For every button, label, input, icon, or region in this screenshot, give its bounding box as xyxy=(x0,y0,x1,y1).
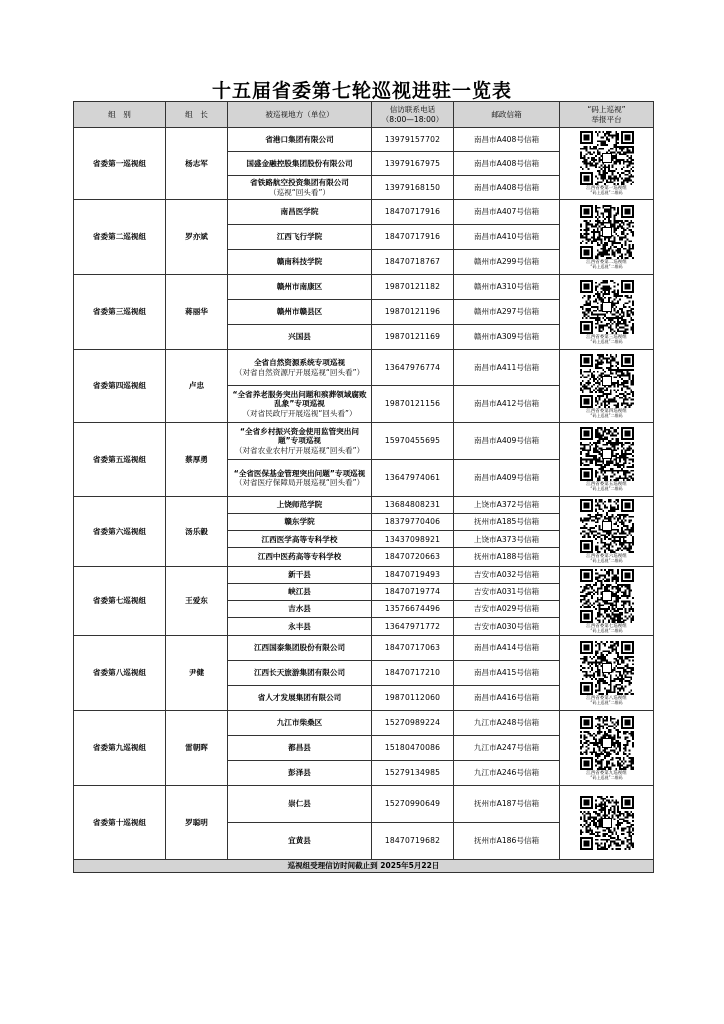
qr-code-icon[interactable] xyxy=(578,354,636,408)
header-group: 组 别 xyxy=(74,102,166,128)
qr-code-icon[interactable] xyxy=(578,499,636,553)
unit-name: “全省医保基金管理突出问题”专项巡视 xyxy=(233,468,366,478)
table-row xyxy=(74,275,654,300)
unit-name: 峡江县 xyxy=(288,586,311,596)
table-row xyxy=(74,636,654,661)
mailbox: 南昌市A411号信箱 xyxy=(454,350,560,386)
group-name: 省委第九巡视组 xyxy=(74,711,166,786)
mailbox: 吉安市A030号信箱 xyxy=(454,617,560,635)
contact-phone: 15970455695 xyxy=(372,423,454,460)
qr-code-icon[interactable] xyxy=(578,205,636,259)
unit-name: 省铁路航空投资集团有限公司 xyxy=(250,178,349,188)
qr-caption: 江西省委第二巡视组 xyxy=(586,259,627,265)
qr-code-icon[interactable] xyxy=(578,796,636,850)
qr-caption-sub: “码上巡视”二维码 xyxy=(590,700,623,706)
unit-note: （巡视“回头看”） xyxy=(268,187,331,197)
footer-note: 巡视组受理信访时间截止到 2025年5月22日 xyxy=(74,860,654,873)
inspected-unit xyxy=(228,497,372,514)
group-name: 省委第四巡视组 xyxy=(74,350,166,423)
qr-code-cell[interactable] xyxy=(560,200,654,275)
contact-phone: 13979157702 xyxy=(372,128,454,152)
unit-name: 江西飞行学院 xyxy=(276,232,323,242)
inspected-unit xyxy=(228,514,372,531)
unit-note: （对省自然资源厅开展巡视“回头看”） xyxy=(234,367,365,377)
qr-caption: 江西省委第四巡视组 xyxy=(586,408,627,414)
mailbox: 抚州市A186号信箱 xyxy=(454,823,560,860)
inspected-unit xyxy=(228,600,372,617)
mailbox: 上饶市A373号信箱 xyxy=(454,531,560,548)
qr-caption-sub: “码上巡视”二维码 xyxy=(590,338,623,344)
inspected-unit xyxy=(228,325,372,350)
unit-name: “全省乡村振兴资金使用监管突出问题”专项巡视 xyxy=(240,426,359,446)
unit-name: 江西长天旅游集团有限公司 xyxy=(253,668,346,678)
inspected-unit xyxy=(228,250,372,275)
unit-name: 兴国县 xyxy=(288,332,311,342)
inspected-unit xyxy=(228,531,372,548)
mailbox: 南昌市A408号信箱 xyxy=(454,152,560,176)
unit-name: 全省自然资源系统专项巡视 xyxy=(253,358,346,368)
contact-phone: 18470720663 xyxy=(372,548,454,566)
inspected-unit xyxy=(228,786,372,823)
contact-phone: 15180470086 xyxy=(372,736,454,761)
unit-name: 宜黄县 xyxy=(288,836,311,846)
unit-note: （对省民政厅开展巡视“回头看”） xyxy=(242,408,357,418)
group-leader: 王爱东 xyxy=(166,566,228,636)
inspected-unit xyxy=(228,566,372,583)
mailbox: 九江市A247号信箱 xyxy=(454,736,560,761)
unit-name: 彭泽县 xyxy=(288,768,311,778)
group-name: 省委第五巡视组 xyxy=(74,423,166,497)
inspected-unit xyxy=(228,617,372,635)
group-name: 省委第十巡视组 xyxy=(74,786,166,860)
contact-phone: 19870121156 xyxy=(372,386,454,423)
contact-phone: 15270990649 xyxy=(372,786,454,823)
group-leader: 尹健 xyxy=(166,636,228,711)
mailbox: 南昌市A407号信箱 xyxy=(454,200,560,225)
table-row xyxy=(74,200,654,225)
unit-name: 吉水县 xyxy=(288,604,311,614)
qr-code-icon[interactable] xyxy=(578,280,636,334)
qr-caption: 江西省委第七巡视组 xyxy=(586,623,627,629)
unit-name: 赣南科技学院 xyxy=(276,257,323,267)
unit-name: 新干县 xyxy=(288,569,311,579)
qr-caption: 江西省委第五巡视组 xyxy=(586,482,627,488)
unit-note: （对省医疗保障局开展巡视“回头看”） xyxy=(234,478,365,487)
header-unit: 被巡视地方（单位） xyxy=(228,102,372,128)
table-row xyxy=(74,786,654,823)
header-qr: “码上巡视” 举报平台 xyxy=(560,102,654,128)
contact-phone: 13979167975 xyxy=(372,152,454,176)
inspected-unit xyxy=(228,200,372,225)
mailbox: 九江市A246号信箱 xyxy=(454,761,560,786)
contact-phone: 13576674496 xyxy=(372,600,454,617)
group-name: 省委第八巡视组 xyxy=(74,636,166,711)
inspected-unit xyxy=(228,225,372,250)
inspected-unit xyxy=(228,128,372,152)
contact-phone: 19870121169 xyxy=(372,325,454,350)
qr-code-cell[interactable] xyxy=(560,275,654,350)
group-leader: 蒋丽华 xyxy=(166,275,228,350)
group-name: 省委第二巡视组 xyxy=(74,200,166,275)
inspected-unit xyxy=(228,736,372,761)
table-row xyxy=(74,711,654,736)
qr-caption-sub: “码上巡视”二维码 xyxy=(590,558,623,564)
mailbox: 赣州市A309号信箱 xyxy=(454,325,560,350)
contact-phone: 18470717916 xyxy=(372,200,454,225)
qr-code-icon[interactable] xyxy=(578,716,636,770)
mailbox: 南昌市A414号信箱 xyxy=(454,636,560,661)
mailbox: 九江市A248号信箱 xyxy=(454,711,560,736)
mailbox: 吉安市A029号信箱 xyxy=(454,600,560,617)
qr-code-cell[interactable] xyxy=(560,711,654,786)
unit-name: 江西中医药高等专科学校 xyxy=(257,552,342,562)
unit-name: 赣州市南康区 xyxy=(276,282,323,292)
qr-code-cell[interactable] xyxy=(560,128,654,200)
contact-phone: 18470718767 xyxy=(372,250,454,275)
mailbox: 南昌市A408号信箱 xyxy=(454,128,560,152)
qr-code-icon[interactable] xyxy=(578,569,636,623)
qr-code-icon[interactable] xyxy=(578,427,636,481)
inspected-unit xyxy=(228,152,372,176)
inspected-unit xyxy=(228,350,372,386)
qr-code-cell[interactable] xyxy=(560,566,654,636)
qr-caption-sub: “码上巡视”二维码 xyxy=(590,486,623,492)
qr-caption: 江西省委第一巡视组 xyxy=(586,186,627,192)
contact-phone: 13437098921 xyxy=(372,531,454,548)
unit-name: 赣州市赣县区 xyxy=(276,307,323,317)
inspected-unit xyxy=(228,636,372,661)
group-leader: 蔡厚勇 xyxy=(166,423,228,497)
unit-name: 赣东学院 xyxy=(284,517,315,527)
header-phone: 信访联系电话 （8:00—18:00） xyxy=(372,102,454,128)
mailbox: 上饶市A372号信箱 xyxy=(454,497,560,514)
contact-phone: 13647976774 xyxy=(372,350,454,386)
contact-phone: 18470717916 xyxy=(372,225,454,250)
unit-name: 江西医学高等专科学校 xyxy=(261,534,338,544)
unit-name: 南昌医学院 xyxy=(280,207,319,217)
mailbox: 南昌市A412号信箱 xyxy=(454,386,560,423)
contact-phone: 13647974061 xyxy=(372,460,454,497)
qr-code-cell[interactable] xyxy=(560,423,654,497)
unit-note: （对省农业农村厅开展巡视“回头看”） xyxy=(234,445,365,455)
group-name: 省委第七巡视组 xyxy=(74,566,166,636)
page-title: 十五届省委第七轮巡视进驻一览表 xyxy=(211,80,512,102)
group-name: 省委第三巡视组 xyxy=(74,275,166,350)
inspected-unit xyxy=(228,761,372,786)
header-leader: 组 长 xyxy=(166,102,228,128)
contact-phone: 19870121182 xyxy=(372,275,454,300)
unit-name: 省港口集团有限公司 xyxy=(265,134,334,144)
contact-phone: 19870112060 xyxy=(372,686,454,711)
qr-caption: 江西省委第六巡视组 xyxy=(586,554,627,559)
mailbox: 南昌市A408号信箱 xyxy=(454,176,560,200)
contact-phone: 13979168150 xyxy=(372,176,454,200)
group-leader: 杨志军 xyxy=(166,128,228,200)
qr-caption-sub: “码上巡视”二维码 xyxy=(590,627,623,633)
group-name: 省委第一巡视组 xyxy=(74,128,166,200)
inspection-table xyxy=(73,101,654,873)
table-row xyxy=(74,423,654,460)
mailbox: 赣州市A310号信箱 xyxy=(454,275,560,300)
unit-name: 国盛金融控股集团股份有限公司 xyxy=(246,158,353,168)
mailbox: 南昌市A416号信箱 xyxy=(454,686,560,711)
contact-phone: 13647971772 xyxy=(372,617,454,635)
mailbox: 吉安市A032号信箱 xyxy=(454,566,560,583)
contact-phone: 18470719774 xyxy=(372,583,454,600)
contact-phone: 18470719682 xyxy=(372,823,454,860)
inspected-unit xyxy=(228,460,372,497)
unit-name: 九江市柴桑区 xyxy=(276,718,323,728)
table-row xyxy=(74,566,654,583)
unit-name: 都昌县 xyxy=(288,743,311,753)
unit-name: 崇仁县 xyxy=(288,799,311,809)
contact-phone: 15270989224 xyxy=(372,711,454,736)
header-row xyxy=(74,102,654,128)
inspected-unit xyxy=(228,823,372,860)
qr-caption: 江西省委第八巡视组 xyxy=(586,695,627,701)
contact-phone: 19870121196 xyxy=(372,300,454,325)
qr-code-cell[interactable] xyxy=(560,786,654,860)
mailbox: 抚州市A188号信箱 xyxy=(454,548,560,566)
inspected-unit xyxy=(228,386,372,423)
qr-code-cell[interactable] xyxy=(560,350,654,423)
qr-caption-sub: “码上巡视”二维码 xyxy=(590,412,623,418)
inspected-unit xyxy=(228,661,372,686)
contact-phone: 18470717210 xyxy=(372,661,454,686)
unit-name: “全省养老服务突出问题和殡葬领域腐败乱象”专项巡视 xyxy=(232,389,367,409)
mailbox: 南昌市A410号信箱 xyxy=(454,225,560,250)
group-leader: 汤乐毅 xyxy=(166,497,228,567)
table-row xyxy=(74,497,654,514)
inspected-unit xyxy=(228,423,372,460)
qr-code-icon[interactable] xyxy=(578,641,636,695)
table-row xyxy=(74,350,654,386)
mailbox: 吉安市A031号信箱 xyxy=(454,583,560,600)
mailbox: 南昌市A415号信箱 xyxy=(454,661,560,686)
qr-caption: 江西省委第三巡视组 xyxy=(586,334,627,340)
mailbox: 南昌市A409号信箱 xyxy=(454,460,560,497)
qr-caption-sub: “码上巡视”二维码 xyxy=(590,775,623,781)
header-mail: 邮政信箱 xyxy=(454,102,560,128)
footer-row xyxy=(74,860,654,873)
qr-caption-sub: “码上巡视”二维码 xyxy=(590,190,623,196)
qr-caption-sub: “码上巡视”二维码 xyxy=(590,263,623,269)
unit-name: 上饶师范学院 xyxy=(276,500,323,510)
group-name: 省委第六巡视组 xyxy=(74,497,166,567)
inspected-unit xyxy=(228,583,372,600)
contact-phone: 18470717063 xyxy=(372,636,454,661)
inspected-unit xyxy=(228,300,372,325)
group-leader: 罗亦斌 xyxy=(166,200,228,275)
mailbox: 抚州市A185号信箱 xyxy=(454,514,560,531)
contact-phone: 18379770406 xyxy=(372,514,454,531)
unit-name: 永丰县 xyxy=(288,621,311,631)
table-row xyxy=(74,128,654,152)
group-leader: 罗聪明 xyxy=(166,786,228,860)
mailbox: 赣州市A299号信箱 xyxy=(454,250,560,275)
inspected-unit xyxy=(228,548,372,566)
unit-name: 江西国泰集团股份有限公司 xyxy=(253,643,346,653)
inspected-unit xyxy=(228,275,372,300)
qr-code-icon[interactable] xyxy=(578,131,636,185)
inspected-unit xyxy=(228,176,372,200)
inspected-unit xyxy=(228,686,372,711)
qr-code-cell[interactable] xyxy=(560,636,654,711)
mailbox: 南昌市A409号信箱 xyxy=(454,423,560,460)
group-leader: 卢忠 xyxy=(166,350,228,423)
contact-phone: 13684808231 xyxy=(372,497,454,514)
inspected-unit xyxy=(228,711,372,736)
group-leader: 雷朝晖 xyxy=(166,711,228,786)
contact-phone: 15279134985 xyxy=(372,761,454,786)
mailbox: 抚州市A187号信箱 xyxy=(454,786,560,823)
contact-phone: 18470719493 xyxy=(372,566,454,583)
mailbox: 赣州市A297号信箱 xyxy=(454,300,560,325)
unit-name: 省人才发展集团有限公司 xyxy=(257,693,342,703)
qr-code-cell[interactable] xyxy=(560,497,654,567)
qr-caption: 江西省委第九巡视组 xyxy=(586,770,627,776)
